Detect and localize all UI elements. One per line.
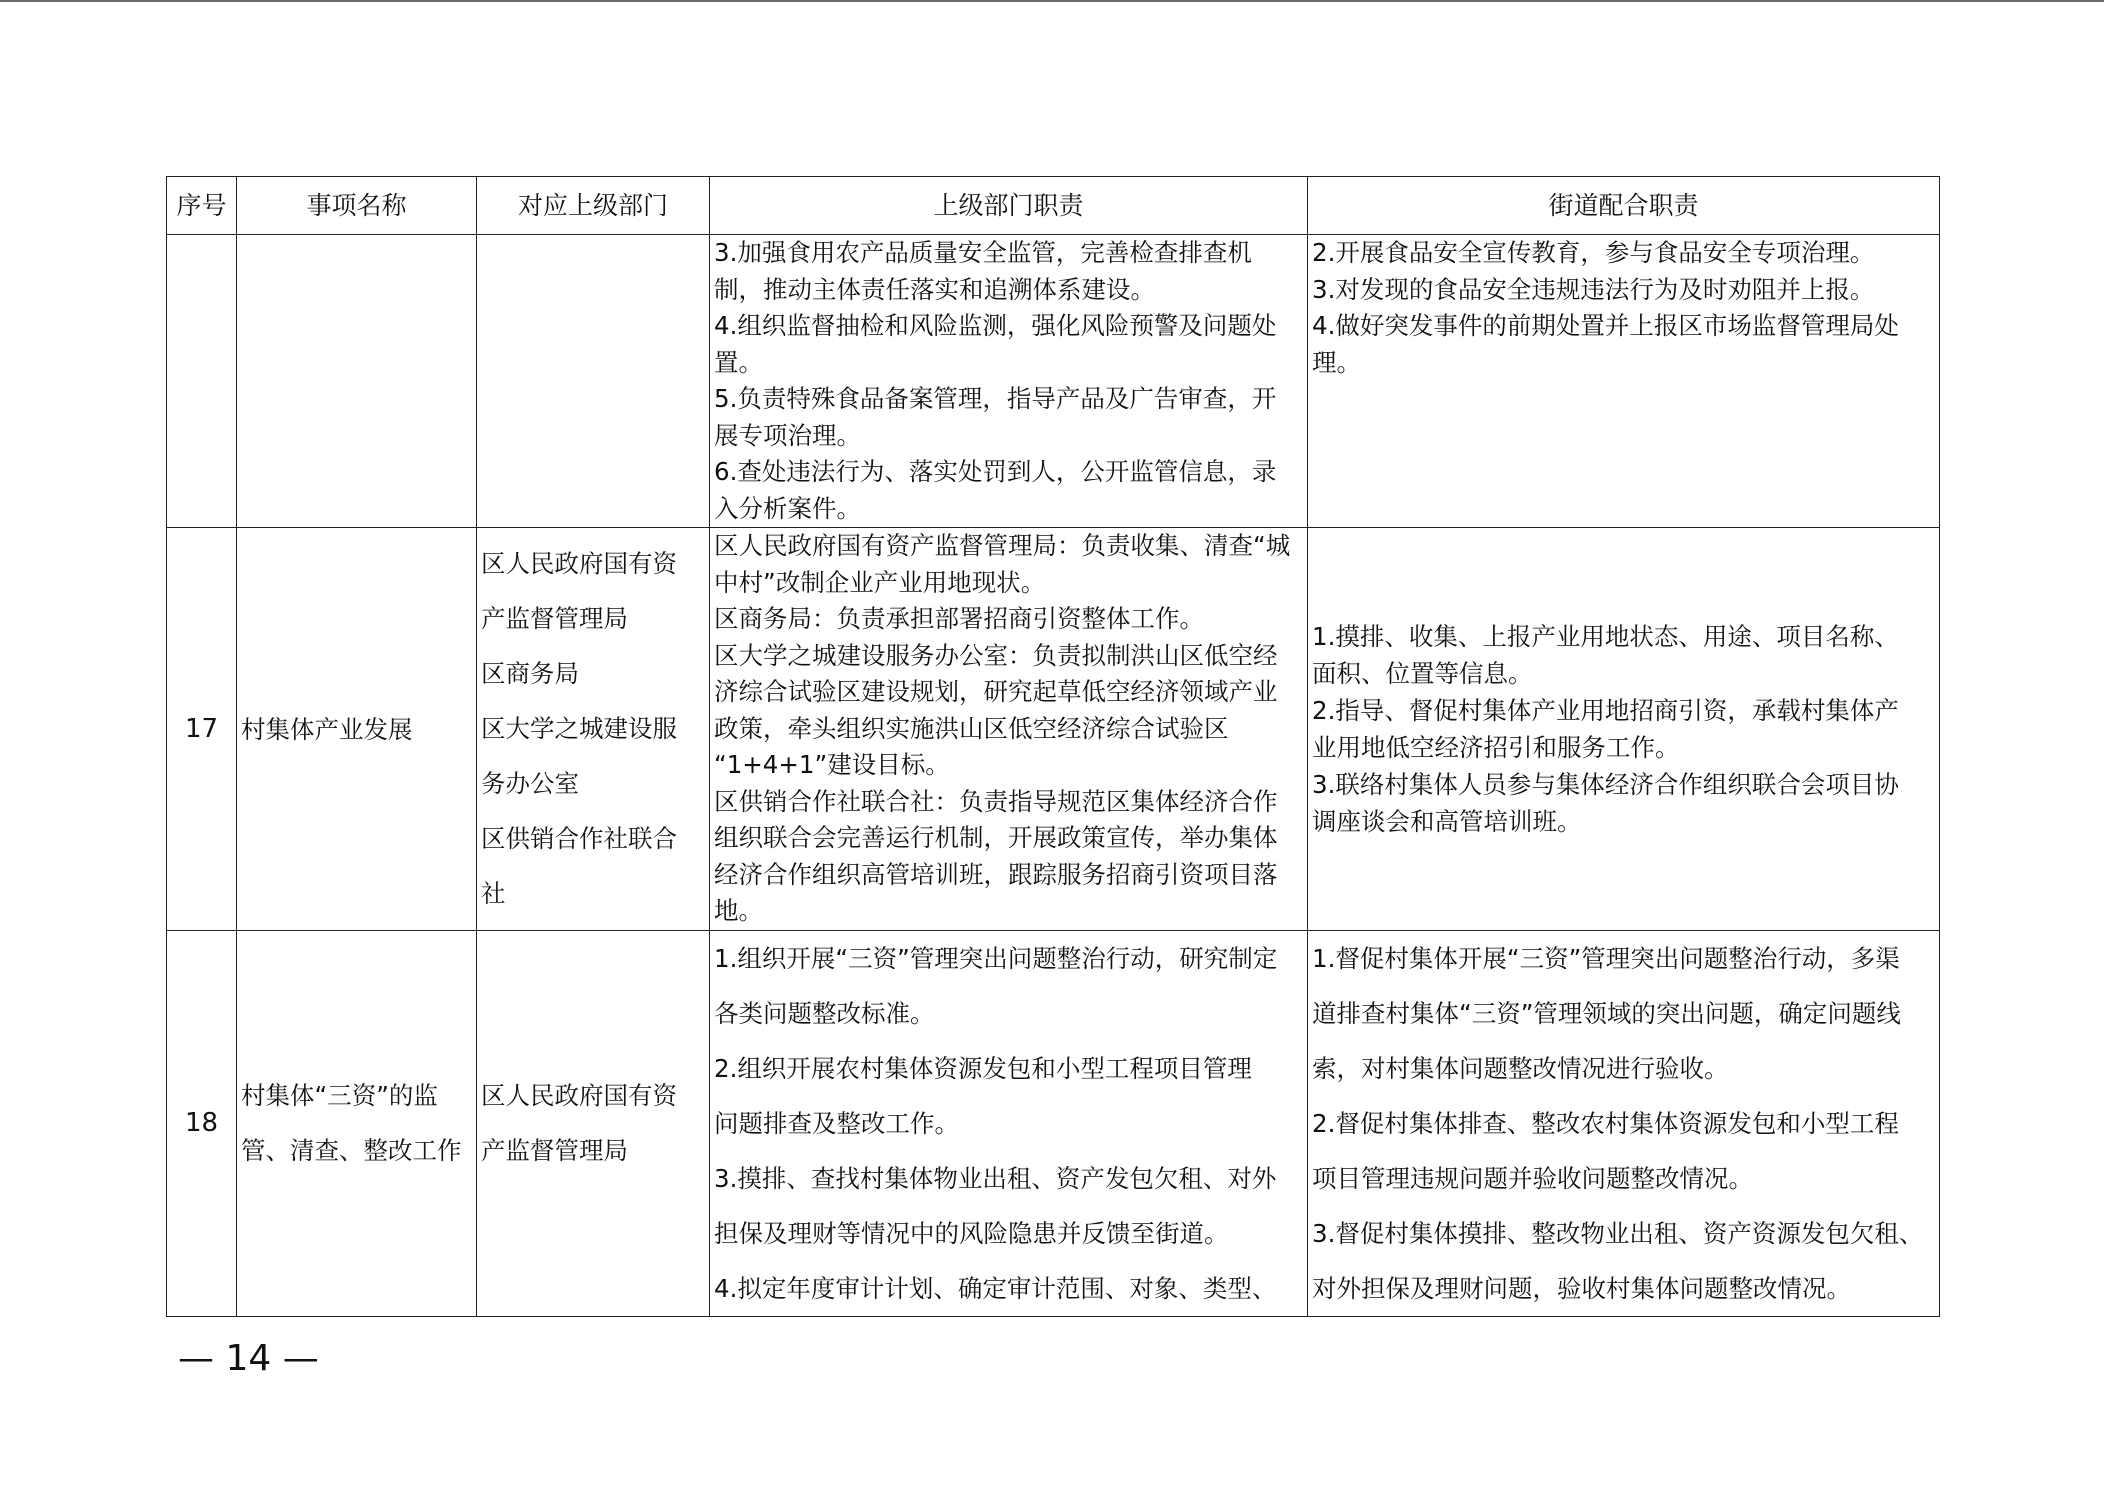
text-line: 项目管理违规问题并验收问题整改情况。 — [1312, 1163, 1753, 1193]
item-name-cell: 村集体产业发展 — [237, 528, 477, 931]
header-upper-department: 对应上级部门 — [477, 177, 710, 235]
text-line: 入分析案件。 — [714, 493, 861, 523]
upper-duties-cell — [710, 235, 1308, 528]
text-line: 1.摸排、收集、上报产业用地状态、用途、项目名称、 — [1312, 621, 1899, 651]
upper-duties-cell — [710, 528, 1308, 931]
header-item-name: 事项名称 — [237, 177, 477, 235]
street-duties-cell — [1308, 930, 1940, 1316]
text-line: 业用地低空经济招引和服务工作。 — [1312, 732, 1680, 762]
text-line: 经济合作组织高管培训班，跟踪服务招商引资项目落 — [714, 859, 1278, 889]
text-line: 4.做好突发事件的前期处置并上报区市场监督管理局处 — [1312, 311, 1899, 340]
serial-number-cell — [167, 235, 237, 528]
text-line: 展专项治理。 — [714, 420, 861, 450]
text-line: 村集体“三资”的监 — [241, 1081, 438, 1110]
text-line: 各类问题整改标准。 — [714, 998, 935, 1028]
text-line: 面积、位置等信息。 — [1312, 658, 1533, 688]
text-line: 区人民政府国有资 — [481, 549, 677, 579]
text-line: 区商务局 — [481, 659, 579, 689]
text-line: 2.指导、督促村集体产业用地招商引资，承载村集体产 — [1312, 695, 1899, 725]
page-top-border — [0, 0, 2104, 2]
table-row — [167, 235, 1940, 528]
text-line: 3.联络村集体人员参与集体经济合作组织联合会项目协 — [1312, 769, 1899, 799]
text-line: 区供销合作社联合 — [481, 824, 677, 854]
text-line: 1.组织开展“三资”管理突出问题整治行动，研究制定 — [714, 943, 1278, 973]
text-line: 社 — [481, 879, 506, 909]
text-line: 索，对村集体问题整改情况进行验收。 — [1312, 1053, 1729, 1083]
text-line: 地。 — [714, 896, 763, 925]
street-duties-cell — [1308, 528, 1940, 931]
text-line: 区人民政府国有资 — [481, 1081, 677, 1110]
header-street-duties: 街道配合职责 — [1308, 177, 1940, 235]
text-line: 问题排查及整改工作。 — [714, 1108, 959, 1138]
header-upper-duties: 上级部门职责 — [710, 177, 1308, 235]
table-row — [167, 528, 1940, 931]
serial-number-cell: 17 — [167, 528, 237, 931]
item-name-cell — [237, 930, 477, 1316]
header-serial-number: 序号 — [167, 177, 237, 235]
text-line: 区大学之城建设服 — [481, 714, 677, 744]
serial-number-cell: 18 — [167, 930, 237, 1316]
text-line: 理。 — [1312, 347, 1361, 377]
text-line: 2.组织开展农村集体资源发包和小型工程项目管理 — [714, 1053, 1252, 1083]
text-line: 3.加强食用农产品质量安全监管，完善检查排查机 — [714, 238, 1252, 267]
text-line: 区商务局：负责承担部署招商引资整体工作。 — [714, 604, 1204, 633]
table-row — [167, 930, 1940, 1316]
text-line: 济综合试验区建设规划，研究起草低空经济领域产业 — [714, 677, 1278, 706]
text-line: 中村”改制企业产业用地现状。 — [714, 567, 1046, 597]
text-line: 区大学之城建设服务办公室：负责拟制洪山区低空经 — [714, 640, 1278, 670]
text-line: “1+4+1”建设目标。 — [714, 750, 950, 779]
text-line: 4.组织监督抽检和风险监测，强化风险预警及问题处 — [714, 311, 1277, 340]
text-line: 调座谈会和高管培训班。 — [1312, 806, 1582, 836]
text-line: 道排查村集体“三资”管理领域的突出问题，确定问题线 — [1312, 998, 1901, 1028]
text-line: 2.督促村集体排查、整改农村集体资源发包和小型工程 — [1312, 1108, 1899, 1138]
text-line: 3.摸排、查找村集体物业出租、资产发包欠租、对外 — [714, 1163, 1277, 1193]
item-name-cell — [237, 235, 477, 528]
text-line: 3.对发现的食品安全违规违法行为及时劝阻并上报。 — [1312, 274, 1875, 304]
text-line: 务办公室 — [481, 769, 579, 799]
text-line: 5.负责特殊食品备案管理，指导产品及广告审查，开 — [714, 384, 1277, 413]
page-number: — 14 — — [178, 1338, 319, 1379]
text-line: 制，推动主体责任落实和追溯体系建设。 — [714, 274, 1155, 304]
text-line: 对外担保及理财问题，验收村集体问题整改情况。 — [1312, 1273, 1851, 1303]
upper-duties-cell — [710, 930, 1308, 1316]
text-line: 担保及理财等情况中的风险隐患并反馈至街道。 — [714, 1218, 1229, 1248]
text-line: 6.查处违法行为、落实处罚到人，公开监管信息，录 — [714, 457, 1277, 486]
text-line: 区供销合作社联合社：负责指导规范区集体经济合作 — [714, 786, 1278, 816]
upper-department-cell — [477, 528, 710, 931]
text-line: 置。 — [714, 347, 763, 377]
text-line: 1.督促村集体开展“三资”管理突出问题整治行动，多渠 — [1312, 943, 1900, 973]
text-line: 管、清查、整改工作 — [241, 1136, 462, 1165]
text-line: 产监督管理局 — [481, 1136, 628, 1165]
text-line: 组织联合会完善运行机制，开展政策宣传，举办集体 — [714, 823, 1278, 852]
text-line: 3.督促村集体摸排、整改物业出租、资产资源发包欠租、 — [1312, 1218, 1924, 1248]
text-line: 产监督管理局 — [481, 604, 628, 634]
text-line: 政策，牵头组织实施洪山区低空经济综合试验区 — [714, 713, 1229, 743]
upper-department-cell — [477, 235, 710, 528]
text-line: 2.开展食品安全宣传教育，参与食品安全专项治理。 — [1312, 238, 1875, 267]
upper-department-cell — [477, 930, 710, 1316]
text-line: 区人民政府国有资产监督管理局：负责收集、清查“城 — [714, 531, 1291, 560]
duty-table — [166, 176, 1940, 1317]
text-line: 4.拟定年度审计计划、确定审计范围、对象、类型、 — [714, 1273, 1277, 1303]
table-header-row — [167, 177, 1940, 235]
street-duties-cell — [1308, 235, 1940, 528]
